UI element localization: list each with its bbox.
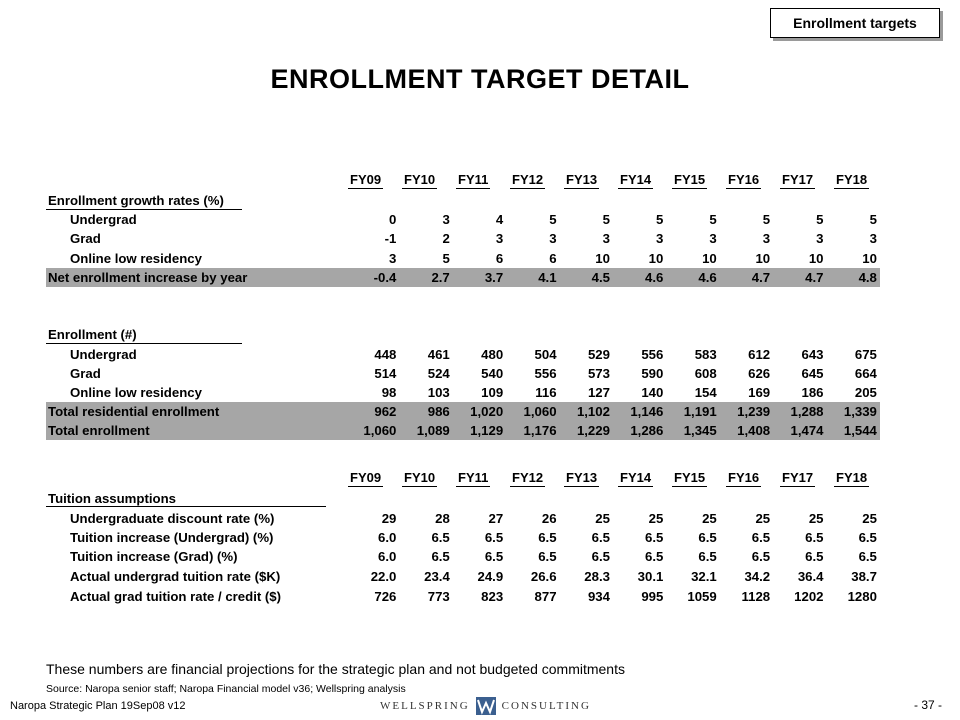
tuition-section-heading: Tuition assumptions bbox=[48, 491, 176, 506]
table-cell: 480 bbox=[481, 347, 504, 362]
year-header: FY12 bbox=[512, 172, 544, 187]
table-cell: 3 bbox=[442, 212, 450, 227]
table-cell: 645 bbox=[801, 366, 824, 381]
table-cell: 5 bbox=[442, 251, 450, 266]
table-cell: 514 bbox=[374, 366, 397, 381]
table-row bbox=[46, 509, 880, 528]
table-cell: 540 bbox=[481, 366, 504, 381]
table-cell: 6 bbox=[549, 251, 557, 266]
table-cell: 461 bbox=[427, 347, 450, 362]
table-row bbox=[46, 567, 880, 586]
table-cell: 23.4 bbox=[424, 569, 450, 584]
table-cell: 1128 bbox=[741, 589, 771, 604]
table-cell: 934 bbox=[587, 589, 610, 604]
row-label: Online low residency bbox=[70, 251, 202, 266]
table-cell: 583 bbox=[694, 347, 717, 362]
footer-document-id: Naropa Strategic Plan 19Sep08 v12 bbox=[10, 700, 186, 712]
year-header-row bbox=[340, 172, 880, 190]
table-cell: 22.0 bbox=[370, 569, 397, 584]
table-cell: 4 bbox=[495, 212, 504, 227]
row-label: Net enrollment increase by year bbox=[48, 270, 248, 285]
table-row bbox=[46, 229, 880, 248]
year-header: FY12 bbox=[512, 470, 544, 485]
year-header: FY10 bbox=[404, 470, 436, 485]
table-cell: 36.4 bbox=[797, 569, 824, 584]
table-cell: 6.5 bbox=[698, 530, 717, 545]
table-cell: 25 bbox=[595, 511, 610, 526]
table-cell: 6.5 bbox=[538, 549, 557, 564]
table-row bbox=[46, 587, 880, 606]
row-label: Tuition increase (Grad) (%) bbox=[70, 549, 238, 564]
table-cell: 6.5 bbox=[484, 549, 504, 564]
table-cell: 995 bbox=[641, 589, 664, 604]
table-cell: 1,060 bbox=[523, 404, 557, 419]
year-header: FY11 bbox=[458, 470, 489, 485]
table-cell: 1,408 bbox=[737, 423, 771, 438]
table-cell: 6.0 bbox=[378, 530, 397, 545]
table-cell: 1202 bbox=[794, 589, 824, 604]
section-tag: Enrollment targets bbox=[770, 8, 940, 38]
table-cell: 3 bbox=[869, 231, 877, 246]
table-cell: 4.8 bbox=[858, 270, 877, 285]
year-header: FY18 bbox=[836, 470, 868, 485]
table-cell: 4.6 bbox=[698, 270, 717, 285]
table-cell: 6.5 bbox=[431, 549, 450, 564]
table-cell: -1 bbox=[384, 231, 397, 246]
table-cell: 5 bbox=[656, 212, 664, 227]
table-cell: 5 bbox=[709, 212, 717, 227]
table-cell: 127 bbox=[587, 385, 610, 400]
table-cell: 675 bbox=[854, 347, 877, 362]
table-cell: 186 bbox=[801, 385, 824, 400]
table-cell: 3 bbox=[816, 231, 824, 246]
row-label: Online low residency bbox=[70, 385, 202, 400]
table-cell: 27 bbox=[488, 511, 504, 526]
table-row bbox=[46, 210, 880, 229]
row-label: Actual undergrad tuition rate ($K) bbox=[70, 569, 281, 584]
table-cell: 6.0 bbox=[378, 549, 397, 564]
table-cell: 5 bbox=[762, 212, 771, 227]
row-label: Total enrollment bbox=[48, 423, 150, 438]
table-cell: 1,129 bbox=[470, 423, 504, 438]
table-cell: 4.7 bbox=[805, 270, 824, 285]
table-cell: 6.5 bbox=[645, 549, 664, 564]
table-cell: 205 bbox=[854, 385, 877, 400]
table-cell: 25 bbox=[808, 511, 824, 526]
row-label: Tuition increase (Undergrad) (%) bbox=[70, 530, 274, 545]
wellspring-logo bbox=[380, 697, 591, 715]
table-cell: 556 bbox=[641, 347, 664, 362]
total-enrollment-row bbox=[46, 421, 880, 440]
table-cell: 1,060 bbox=[363, 423, 397, 438]
table-cell: 34.2 bbox=[744, 569, 771, 584]
table-cell: 6.5 bbox=[484, 530, 504, 545]
table-cell: 1280 bbox=[847, 589, 877, 604]
table-cell: 1,020 bbox=[470, 404, 504, 419]
table-cell: 6.5 bbox=[805, 549, 824, 564]
table-cell: 26 bbox=[541, 511, 557, 526]
table-cell: 154 bbox=[694, 385, 717, 400]
table-cell: 140 bbox=[641, 385, 664, 400]
table-cell: 169 bbox=[748, 385, 771, 400]
table-cell: -0.4 bbox=[373, 270, 397, 285]
table-cell: 590 bbox=[641, 366, 664, 381]
table-cell: 664 bbox=[854, 366, 877, 381]
page-title: ENROLLMENT TARGET DETAIL bbox=[270, 64, 690, 94]
table-cell: 6.5 bbox=[751, 549, 771, 564]
table-cell: 643 bbox=[801, 347, 824, 362]
table-cell: 726 bbox=[374, 589, 397, 604]
table-cell: 4.1 bbox=[538, 270, 557, 285]
row-label: Undergraduate discount rate (%) bbox=[70, 511, 275, 526]
table-cell: 1,176 bbox=[523, 423, 557, 438]
table-cell: 4.6 bbox=[645, 270, 664, 285]
table-cell: 3 bbox=[549, 231, 557, 246]
table-cell: 877 bbox=[534, 589, 557, 604]
disclaimer-note: These numbers are financial projections for the strategic plan and not budgeted commitments bbox=[46, 661, 625, 677]
table-cell: 773 bbox=[427, 589, 450, 604]
table-cell: 3 bbox=[602, 231, 610, 246]
net-increase-row bbox=[46, 268, 880, 287]
table-cell: 6.5 bbox=[538, 530, 557, 545]
year-header: FY09 bbox=[350, 470, 382, 485]
year-header: FY17 bbox=[782, 172, 814, 187]
table-cell: 1,339 bbox=[843, 404, 877, 419]
tuition-heading-underline bbox=[46, 506, 326, 507]
table-cell: 1,102 bbox=[576, 404, 610, 419]
year-header: FY15 bbox=[674, 172, 706, 187]
table-cell: 6.5 bbox=[645, 530, 664, 545]
year-header: FY16 bbox=[728, 172, 760, 187]
table-cell: 1,229 bbox=[576, 423, 610, 438]
year-header: FY10 bbox=[404, 172, 436, 187]
table-cell: 1059 bbox=[687, 589, 717, 604]
table-cell: 6 bbox=[495, 251, 504, 266]
table-cell: 98 bbox=[381, 385, 397, 400]
year-header: FY14 bbox=[620, 470, 652, 485]
table-cell: 6.5 bbox=[751, 530, 771, 545]
table-cell: 6.5 bbox=[698, 549, 717, 564]
table-cell: 3 bbox=[389, 251, 397, 266]
year-header: FY13 bbox=[566, 172, 598, 187]
year-header: FY14 bbox=[620, 172, 652, 187]
year-header: FY09 bbox=[350, 172, 382, 187]
table-cell: 6.5 bbox=[431, 530, 450, 545]
enrollment-section-heading: Enrollment (#) bbox=[48, 327, 137, 342]
table-row bbox=[46, 528, 880, 547]
table-cell: 103 bbox=[427, 385, 450, 400]
table-cell: 5 bbox=[549, 212, 557, 227]
table-cell: 3 bbox=[656, 231, 664, 246]
table-cell: 626 bbox=[748, 366, 771, 381]
table-cell: 1,146 bbox=[630, 404, 664, 419]
table-row bbox=[46, 383, 880, 402]
table-row bbox=[46, 364, 880, 383]
table-cell: 10 bbox=[702, 251, 717, 266]
table-cell: 986 bbox=[427, 404, 450, 419]
logo-text-left: WELLSPRING bbox=[380, 700, 470, 712]
table-cell: 10 bbox=[648, 251, 664, 266]
table-cell: 1,288 bbox=[790, 404, 824, 419]
table-cell: 5 bbox=[869, 212, 877, 227]
table-cell: 28 bbox=[435, 511, 450, 526]
table-cell: 4.7 bbox=[751, 270, 771, 285]
year-header: FY13 bbox=[566, 470, 598, 485]
table-cell: 25 bbox=[755, 511, 771, 526]
table-cell: 962 bbox=[374, 404, 397, 419]
table-cell: 25 bbox=[648, 511, 664, 526]
table-cell: 25 bbox=[862, 511, 877, 526]
table-cell: 3 bbox=[762, 231, 771, 246]
table-cell: 573 bbox=[587, 366, 610, 381]
table-cell: 529 bbox=[587, 347, 610, 362]
year-header: FY17 bbox=[782, 470, 814, 485]
table-cell: 2.7 bbox=[431, 270, 450, 285]
table-cell: 5 bbox=[602, 212, 610, 227]
table-cell: 504 bbox=[534, 347, 557, 362]
table-row bbox=[46, 249, 880, 268]
row-label: Undergrad bbox=[70, 347, 137, 362]
table-row bbox=[46, 547, 880, 566]
table-cell: 0 bbox=[389, 212, 397, 227]
table-cell: 3 bbox=[495, 231, 504, 246]
table-cell: 6.5 bbox=[591, 549, 610, 564]
table-cell: 3 bbox=[709, 231, 717, 246]
year-header: FY18 bbox=[836, 172, 868, 187]
table-cell: 28.3 bbox=[584, 569, 610, 584]
year-header-row bbox=[340, 470, 880, 488]
table-cell: 38.7 bbox=[851, 569, 877, 584]
table-cell: 6.5 bbox=[591, 530, 610, 545]
year-header: FY15 bbox=[674, 470, 706, 485]
growth-section-heading: Enrollment growth rates (%) bbox=[48, 193, 224, 208]
table-cell: 30.1 bbox=[637, 569, 664, 584]
table-cell: 1,544 bbox=[843, 423, 877, 438]
table-cell: 32.1 bbox=[691, 569, 717, 584]
row-label: Grad bbox=[70, 366, 101, 381]
table-cell: 29 bbox=[381, 511, 397, 526]
logo-text-right: CONSULTING bbox=[501, 700, 591, 712]
table-cell: 608 bbox=[694, 366, 717, 381]
table-cell: 1,474 bbox=[790, 423, 824, 438]
table-cell: 24.9 bbox=[477, 569, 504, 584]
table-cell: 1,191 bbox=[683, 404, 717, 419]
table-cell: 6.5 bbox=[858, 530, 877, 545]
enrollment-heading-underline bbox=[46, 343, 242, 344]
table-cell: 10 bbox=[862, 251, 877, 266]
table-cell: 10 bbox=[595, 251, 610, 266]
table-cell: 1,345 bbox=[683, 423, 717, 438]
source-line: Source: Naropa senior staff; Naropa Financial model v36; Wellspring analysis bbox=[46, 683, 406, 695]
table-cell: 109 bbox=[481, 385, 504, 400]
logo-mark-icon bbox=[476, 697, 496, 715]
table-row bbox=[46, 345, 880, 364]
row-label: Undergrad bbox=[70, 212, 137, 227]
table-cell: 10 bbox=[808, 251, 824, 266]
table-cell: 524 bbox=[427, 366, 450, 381]
year-header: FY16 bbox=[728, 470, 760, 485]
table-cell: 25 bbox=[702, 511, 717, 526]
table-cell: 3.7 bbox=[484, 270, 504, 285]
table-cell: 556 bbox=[534, 366, 557, 381]
row-label: Grad bbox=[70, 231, 101, 246]
row-label: Total residential enrollment bbox=[48, 404, 220, 419]
table-cell: 5 bbox=[816, 212, 824, 227]
row-label: Actual grad tuition rate / credit ($) bbox=[70, 589, 282, 604]
table-cell: 6.5 bbox=[805, 530, 824, 545]
table-cell: 612 bbox=[748, 347, 771, 362]
table-cell: 6.5 bbox=[858, 549, 877, 564]
table-cell: 1,286 bbox=[630, 423, 664, 438]
table-cell: 10 bbox=[755, 251, 771, 266]
year-header: FY11 bbox=[458, 172, 489, 187]
page-number: - 37 - bbox=[913, 698, 942, 712]
table-cell: 2 bbox=[442, 231, 450, 246]
table-cell: 448 bbox=[374, 347, 397, 362]
table-cell: 4.5 bbox=[591, 270, 610, 285]
table-cell: 1,089 bbox=[416, 423, 450, 438]
table-cell: 823 bbox=[481, 589, 504, 604]
total-residential-row bbox=[46, 402, 880, 421]
table-cell: 1,239 bbox=[737, 404, 771, 419]
table-cell: 116 bbox=[535, 385, 557, 400]
table-cell: 26.6 bbox=[530, 569, 557, 584]
